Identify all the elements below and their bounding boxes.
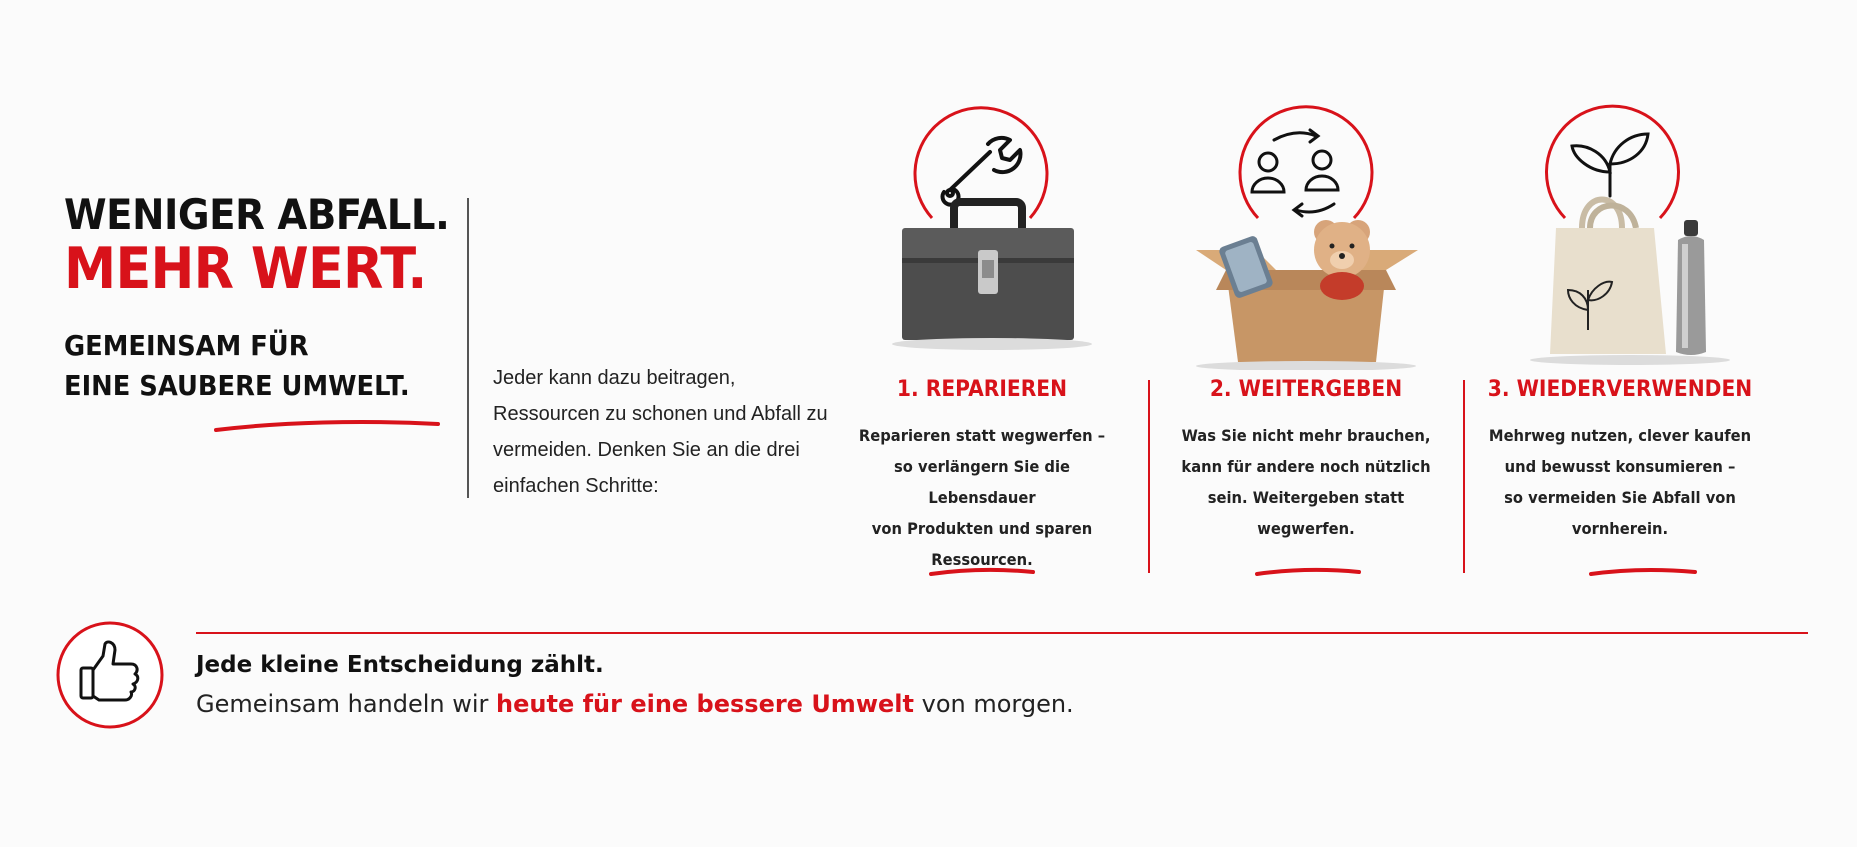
bottom-text-after: von morgen. [921,690,1074,718]
divider [467,198,469,498]
headline-block [64,190,483,406]
step-title: 2. WEITERGEBEN [1209,377,1403,402]
toolbox-image [832,100,1132,370]
people-exchange-icon [1252,130,1338,216]
bottom-text [196,690,1074,718]
headline-underline [212,418,442,436]
cardboard-box [1196,220,1418,370]
leaves-icon [1572,134,1648,196]
step-title: 1. REPARIEREN [896,377,1068,402]
thumbs-up-icon [55,620,165,730]
subheadline [64,326,449,406]
step-description: Mehrweg nutzen, clever kaufen und bewusst konsumieren – so vermeiden Sie Abfall von vornherein. [1488,426,1752,538]
toolbox-body [892,202,1092,350]
headline-line1: WENIGER ABFALL. [64,190,450,239]
steel-bottle [1676,220,1706,355]
box-teddy-image [1156,100,1456,370]
step-description: Was Sie nicht mehr brauchen, kann für andere noch nützlich sein. Weitergeben statt wegwerfen. [1181,426,1431,538]
subheadline-line1: GEMEINSAM FÜR [64,329,309,362]
step-divider [1148,380,1150,573]
bottom-text-highlight: heute für eine bessere Umwelt [496,690,914,718]
bottom-text-before: Gemeinsam handeln wir [196,690,489,718]
step-underline [1253,566,1363,580]
intro-text: Jeder kann dazu beitragen, Ressourcen zu schonen und Abfall zu vermeiden. Denken Sie an die drei einfachen Schritte: [493,367,828,497]
step-description: Reparieren statt wegwerfen – so verlängern Sie die Lebensdauer von Produkten und sparen Ressourcen. [858,426,1106,569]
wrench-icon [943,138,1021,205]
bottom-headline: Jede kleine Entscheidung zählt. [196,652,604,678]
step-divider [1463,380,1465,573]
step-underline [927,566,1037,580]
tote-bag [1550,200,1666,355]
step-title: 3. WIEDERVERWENDEN [1487,377,1753,402]
headline-line2: MEHR WERT. [64,236,427,302]
bottom-divider [196,632,1808,634]
tote-bottle-image [1470,100,1770,370]
subheadline-line2: EINE SAUBERE UMWELT. [64,369,410,402]
step-underline [1587,566,1699,580]
